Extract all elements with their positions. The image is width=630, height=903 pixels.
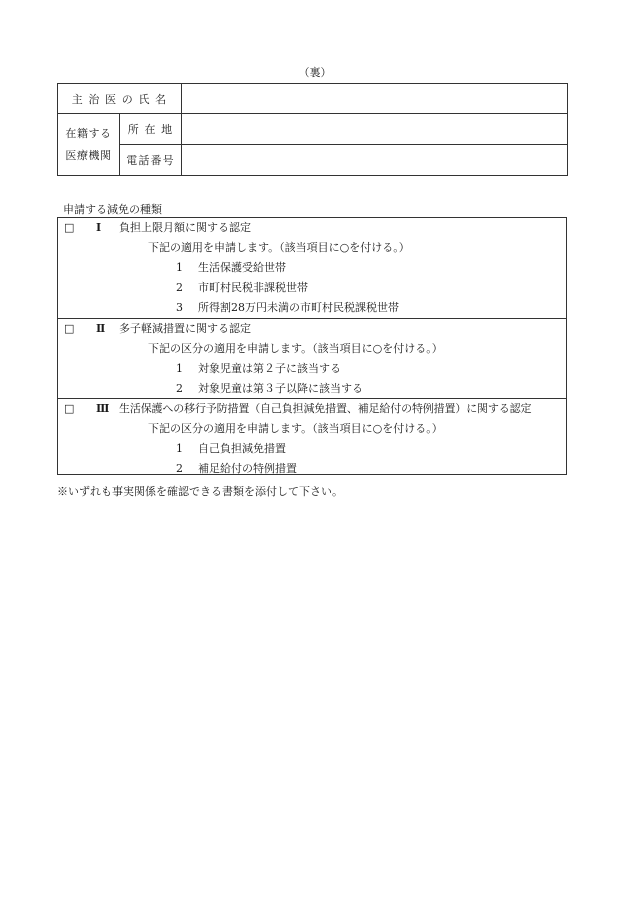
group-3-roman-numeral: Ⅲ: [96, 402, 110, 415]
group-2-item-2[interactable]: [176, 381, 363, 397]
group-1-description: 下記の適用を申請します。（該当項目に○を付ける。）: [148, 241, 410, 254]
attachment-note: ※いずれも事実関係を確認できる書類を添付して下さい。: [57, 485, 343, 498]
page-side-label: （裏）: [298, 66, 332, 79]
group-2-description: 下記の区分の適用を申請します。（該当項目に○を付ける。）: [148, 342, 443, 355]
item-text: 補足給付の特例措置: [198, 462, 297, 475]
group-3-item-1[interactable]: [176, 441, 286, 457]
address-label: 所 在 地: [120, 114, 182, 145]
reduction-group-3: [58, 398, 566, 476]
phone-label: 電話番号: [120, 145, 182, 176]
group-1-item-2[interactable]: [176, 280, 308, 296]
institution-label-line1: 在籍する: [65, 126, 112, 140]
institution-label: [58, 114, 120, 176]
doctor-info-table: [57, 83, 568, 176]
group-3-checkbox[interactable]: □: [64, 402, 75, 415]
institution-label-line2: 医療機関: [65, 148, 112, 162]
item-number: 1: [176, 442, 183, 455]
item-text: 自己負担減免措置: [198, 442, 286, 455]
group-2-item-1[interactable]: [176, 361, 341, 377]
group-1-roman-numeral: Ⅰ: [96, 221, 102, 234]
item-text: 対象児童は第２子に該当する: [198, 362, 341, 375]
reduction-group-2: [58, 318, 566, 399]
item-number: 1: [176, 362, 183, 375]
reduction-group-1: [58, 218, 566, 318]
item-number: 2: [176, 382, 183, 395]
phone-field[interactable]: [182, 145, 568, 176]
section-title: 申請する減免の種類: [63, 203, 162, 216]
group-1-checkbox[interactable]: □: [64, 221, 75, 234]
reduction-types-box: [57, 217, 567, 475]
item-number: 2: [176, 462, 183, 475]
address-field[interactable]: [182, 114, 568, 145]
item-text: 対象児童は第３子以降に該当する: [198, 382, 363, 395]
doctor-name-field[interactable]: [182, 84, 568, 114]
group-3-item-2[interactable]: [176, 461, 297, 477]
item-text: 生活保護受給世帯: [198, 261, 286, 274]
group-2-roman-numeral: Ⅱ: [96, 322, 106, 335]
item-number: 1: [176, 261, 183, 274]
group-2-title: 多子軽減措置に関する認定: [119, 322, 251, 335]
group-1-item-1[interactable]: [176, 260, 286, 276]
item-text: 市町村民税非課税世帯: [198, 281, 308, 294]
item-number: 2: [176, 281, 183, 294]
group-1-item-3[interactable]: [176, 300, 399, 316]
item-number: 3: [176, 301, 183, 314]
group-3-description: 下記の区分の適用を申請します。（該当項目に○を付ける。）: [148, 422, 443, 435]
group-1-title: 負担上限月額に関する認定: [119, 221, 251, 234]
group-2-checkbox[interactable]: □: [64, 322, 75, 335]
doctor-name-label: 主 治 医 の 氏 名: [58, 84, 182, 114]
item-text: 所得割28万円未満の市町村民税課税世帯: [198, 301, 399, 314]
group-3-title: 生活保護への移行予防措置（自己負担減免措置、補足給付の特例措置）に関する認定: [119, 402, 532, 415]
